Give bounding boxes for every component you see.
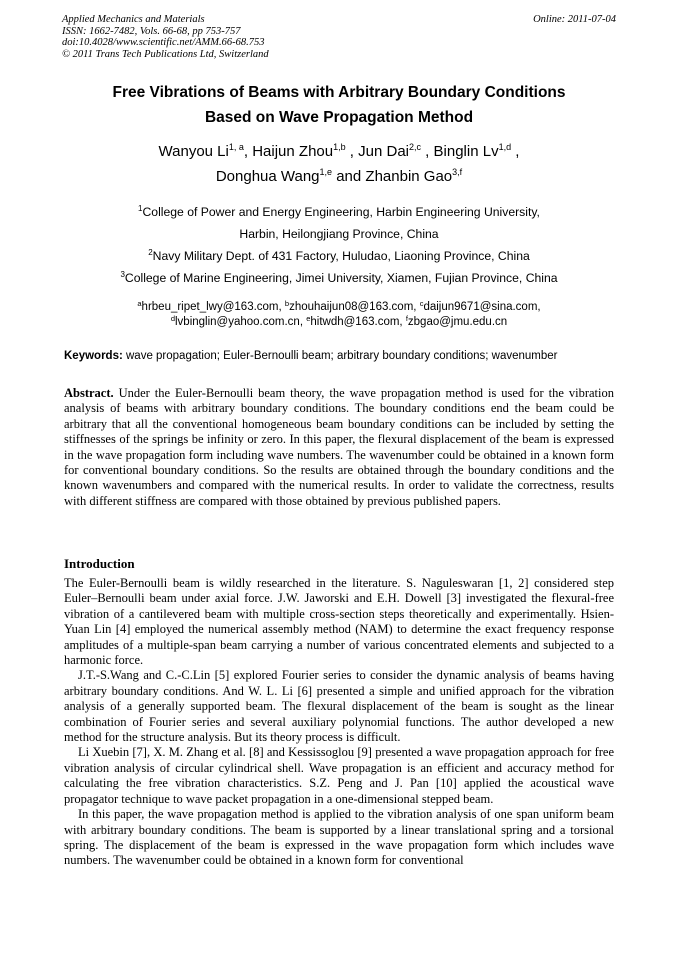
author-separator: , <box>345 143 359 160</box>
author-name: Binglin Lv <box>433 143 499 160</box>
title-line-2: Based on Wave Propagation Method <box>204 109 474 126</box>
author-affil-sup: 2,c <box>409 142 422 152</box>
email-separator: , <box>399 316 406 328</box>
author-affil-sup: 1,b <box>333 142 346 152</box>
abstract <box>64 386 614 509</box>
author-name: Zhanbin Gao <box>365 168 453 185</box>
journal-name: Applied Mechanics and Materials <box>62 14 205 25</box>
copyright-line: © 2011 Trans Tech Publications Ltd, Switzerland <box>62 48 269 60</box>
paragraph: The Euler-Bernoulli beam is wildly researched in the literature. S. Naguleswaran [1, 2] considered step Euler–Bernoulli beam under axial force. J.W. Jaworski and E.H. Dowell [3] investigated the flexural-free vibration of a cantilevered beam with multiple cross-section steps theoretically and experimentally. Hsien-Yuan Lin [4] employed the numerical assembly method (NAM) to determine the exact frequency response amplitudes of a multiple-span beam carrying a number of various concentrated elements and subjected to a harmonic force. <box>64 576 614 668</box>
abstract-text: Under the Euler-Bernoulli beam theory, the wave propagation method is used for the vibration analysis of beams with arbitrary boundary conditions. The boundary conditions end the beam could be arbitrary that all the conventional homogeneous beam boundary conditions can be included by setting the stiffnesses of the springs be infinity or zero. In this paper, the flexural displacement of the beam is expressed in the wave propagation form including wave numbers. The wavenumber could be obtained in a known form for conventional boundary conditions. So the results are obtained through the boundary conditions and the known wavenumbers and compared with the numerical results. In order to validate the correctness, results with different stiffness are compared with those obtained by previous published papers. <box>64 386 614 508</box>
author-list <box>40 139 638 189</box>
author-line-1 <box>40 139 638 164</box>
email-list <box>40 300 638 330</box>
email-link[interactable]: hrbeu_ripet_lwy@163.com <box>141 301 279 313</box>
author-separator: , <box>511 143 520 160</box>
email-link[interactable]: daijun9671@sina.com <box>423 301 538 313</box>
email-separator: , <box>299 316 307 328</box>
email-separator: , <box>537 301 541 313</box>
email-separator: , <box>413 301 420 313</box>
email-sup: d <box>170 314 175 323</box>
issn-line: ISSN: 1662-7482, Vols. 66-68, pp 753-757 <box>62 25 241 37</box>
affiliation-sup: 1 <box>138 204 143 213</box>
introduction-body <box>64 576 614 869</box>
paragraph: J.T.-S.Wang and C.-C.Lin [5] explored Fourier series to consider the dynamic analysis of beams having arbitrary boundary conditions. And W. L. Li [6] presented a simple and unified approach for the vibration analysis of a generally supported beam. The flexural displacement of the beam is sought as the linear combination of Fourier series and several auxiliary polynomial functions. The author developed a new method for the structure analysis. But its theory process is difficult. <box>64 668 614 745</box>
section-heading-introduction: Introduction <box>64 556 135 571</box>
email-link[interactable]: lvbinglin@yahoo.com.cn <box>175 316 300 328</box>
author-name: Wanyou Li <box>158 143 229 160</box>
keywords <box>64 349 624 364</box>
title-line-1: Free Vibrations of Beams with Arbitrary Boundary Conditions <box>112 84 566 101</box>
affiliation-text: College of Power and Energy Engineering, Harbin Engineering University, <box>142 205 540 219</box>
email-sup: e <box>306 314 311 323</box>
author-affil-sup: 3,f <box>452 167 463 177</box>
affiliation-sup: 3 <box>120 270 125 279</box>
email-sup: f <box>405 314 408 323</box>
affiliation-2 <box>40 245 638 267</box>
keywords-label: Keywords: <box>64 350 123 362</box>
author-name: Donghua Wang <box>215 168 320 185</box>
author-affil-sup: 1,e <box>319 167 333 177</box>
author-separator: , <box>243 143 253 160</box>
journal-header <box>62 14 269 60</box>
email-sup: c <box>419 299 424 308</box>
email-line-2 <box>40 315 638 330</box>
keywords-text: wave propagation; Euler-Bernoulli beam; arbitrary boundary conditions; wavenumber <box>122 350 558 362</box>
affiliation-text: Navy Military Dept. of 431 Factory, Huludao, Liaoning Province, China <box>152 249 530 263</box>
email-sup: b <box>284 299 290 308</box>
email-link[interactable]: zbgao@jmu.edu.cn <box>407 316 508 328</box>
affiliation-list <box>40 201 638 289</box>
author-affil-sup: 1, a <box>228 142 244 152</box>
author-name: Jun Dai <box>358 143 409 160</box>
author-line-2 <box>40 164 638 189</box>
paper-title <box>40 80 638 130</box>
abstract-label: Abstract. <box>64 386 114 400</box>
email-line-1 <box>40 300 638 315</box>
author-name: Haijun Zhou <box>252 143 334 160</box>
email-separator: , <box>278 301 285 313</box>
author-affil-sup: 1,d <box>498 142 512 152</box>
affiliation-1 <box>40 201 638 223</box>
paragraph: Li Xuebin [7], X. M. Zhang et al. [8] and Kessissoglou [9] presented a wave propagation approach for free vibration analysis of circular cylindrical shell. Wave propagation is an efficient and accuracy method for calculating the free vibration characteristics. S.Z. Peng and J. Pan [10] applied the acoustical wave propagator technique to wave packet propagation in a one-dimensional stepped beam. <box>64 745 614 806</box>
affiliation-sup: 2 <box>148 248 153 257</box>
author-separator: and <box>332 168 366 185</box>
online-date: Online: 2011-07-04 <box>533 14 616 25</box>
email-link[interactable]: hitwdh@163.com <box>310 316 400 328</box>
paragraph: In this paper, the wave propagation method is applied to the vibration analysis of one span uniform beam with arbitrary boundary conditions. The beam is supported by a linear translational spring and a torsional spring. The displacement of the beam is expressed in the wave propagation form which includes wave numbers. The wavenumber could be obtained in a known form for conventional <box>64 807 614 868</box>
email-sup: a <box>137 299 142 308</box>
affiliation-1-cont: Harbin, Heilongjiang Province, China <box>239 227 439 241</box>
author-separator: , <box>421 143 434 160</box>
affiliation-text: College of Marine Engineering, Jimei University, Xiamen, Fujian Province, China <box>124 271 558 285</box>
affiliation-3 <box>40 267 638 289</box>
doi-line: doi:10.4028/www.scientific.net/AMM.66-68.753 <box>62 37 265 49</box>
email-link[interactable]: zhouhaijun08@163.com <box>289 301 414 313</box>
